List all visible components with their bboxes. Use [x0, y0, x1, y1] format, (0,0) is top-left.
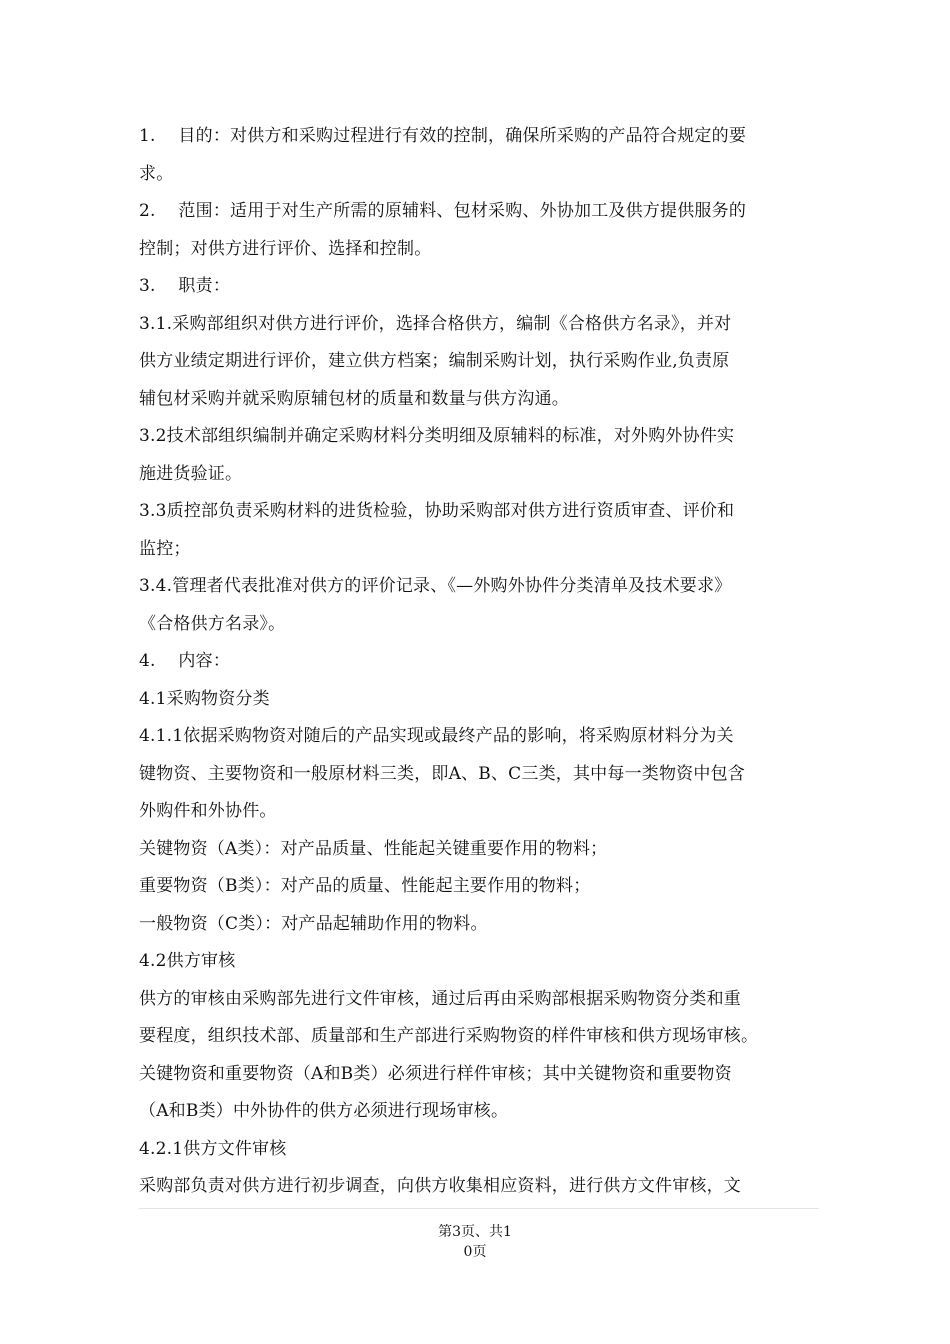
page-number-line-2: 0页: [463, 1244, 487, 1260]
text-line: 4. 内容：: [139, 651, 231, 671]
text-line: 施进货验证。: [139, 463, 243, 484]
text-line: 关键物资和重要物资（A和B类）必须进行样件审核；其中关键物资和重要物资: [139, 1063, 732, 1084]
page-number-line-1: 第3页、共1: [438, 1224, 512, 1240]
text-line: 3.2技术部组织编制并确定采购材料分类明细及原辅料的标准，对外购外协件实: [139, 426, 735, 446]
footer-divider: [139, 1208, 819, 1209]
text-line: 《合格供方名录》。: [139, 613, 286, 634]
text-line: 重要物资（B类）：对产品的质量、性能起主要作用的物料；: [139, 876, 591, 896]
text-line: 4.1采购物资分类: [139, 688, 270, 709]
text-line: （A和B类）中外协件的供方必须进行现场审核。: [139, 1101, 509, 1121]
text-line: 要程度，组织技术部、质量部和生产部进行采购物资的样件审核和供方现场审核。: [139, 1026, 759, 1046]
text-line: 一般物资（C类）：对产品起辅助作用的物料。: [139, 913, 488, 934]
text-line: 键物资、主要物资和一般原材料三类，即A、B、C三类，其中每一类物资中包含: [139, 763, 745, 784]
text-line: 监控；: [139, 538, 191, 559]
text-line: 2. 范围：适用于对生产所需的原辅料、包材采购、外协加工及供方提供服务的: [139, 201, 747, 221]
page-footer: [0, 1222, 950, 1262]
text-line: 关键物资（A类）：对产品质量、性能起关键重要作用的物料；: [139, 838, 608, 859]
text-line: 供方的审核由采购部先进行文件审核，通过后再由采购部根据采购物资分类和重: [139, 988, 741, 1009]
text-line: 4.2.1供方文件审核: [139, 1138, 287, 1159]
text-line: 辅包材采购并就采购原辅包材的质量和数量与供方沟通。: [139, 388, 569, 409]
text-line: 3.3质控部负责采购材料的进货检验，协助采购部对供方进行资质审查、评价和: [139, 501, 735, 521]
text-line: 3.1.采购部组织对供方进行评价，选择合格供方，编制《合格供方名录》，并对: [139, 313, 732, 334]
document-body: [139, 118, 819, 1206]
text-line: 4.2供方审核: [139, 951, 236, 971]
text-line: 4.1.1依据采购物资对随后的产品实现或最终产品的影响，将采购原材料分为关: [139, 726, 734, 746]
text-line: 控制；对供方进行评价、选择和控制。: [139, 238, 432, 259]
text-line: 1. 目的：对供方和采购过程进行有效的控制，确保所采购的产品符合规定的要: [139, 126, 747, 146]
text-line: 3.4.管理者代表批准对供方的评价记录、《—外购外协件分类清单及技术要求》: [139, 576, 732, 596]
text-line: 求。: [139, 163, 174, 184]
text-line: 3. 职责：: [139, 276, 231, 296]
text-line: 采购部负责对供方进行初步调查，向供方收集相应资料，进行供方文件审核，文: [139, 1176, 741, 1196]
text-line: 供方业绩定期进行评价，建立供方档案；编制采购计划，执行采购作业,负责原: [139, 351, 730, 371]
text-line: 外购件和外协件。: [139, 801, 277, 821]
